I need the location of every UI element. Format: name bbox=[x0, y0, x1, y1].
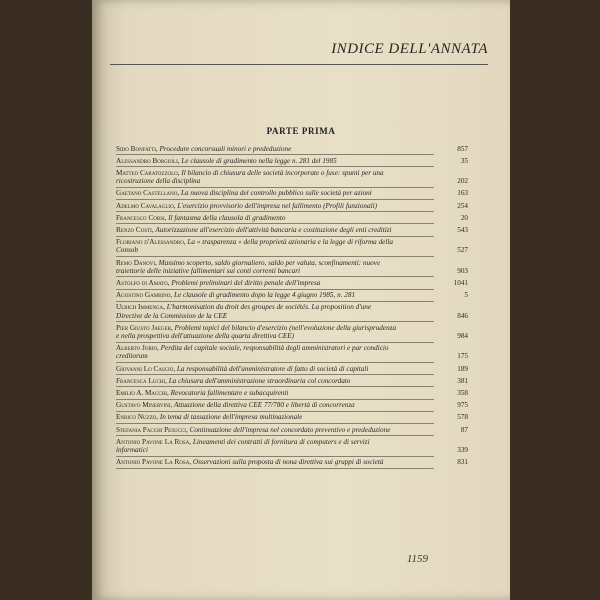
toc-entry bbox=[116, 424, 468, 436]
entry-page: 527 bbox=[457, 246, 468, 255]
entry-author: Antonio Pavone La Rosa, bbox=[116, 458, 192, 467]
entry-title: Continuazione dell'impresa nel concordato preventivo e prededuzione bbox=[189, 425, 391, 434]
entry-page: 984 bbox=[457, 331, 468, 340]
entry-author: Francesca Luchi, bbox=[116, 376, 167, 385]
running-header bbox=[110, 40, 488, 65]
toc-entry bbox=[116, 322, 468, 342]
toc-entry bbox=[116, 343, 468, 363]
toc-entry bbox=[116, 400, 468, 412]
entry-page: 358 bbox=[457, 388, 468, 397]
toc-entry bbox=[116, 375, 468, 387]
entry-title: Procedure concorsuali minori e prededuzione bbox=[159, 144, 292, 153]
entry-title: L'esercizio provvisorio dell'impresa nel fallimento (Profili funzionali) bbox=[177, 201, 377, 210]
entry-author: Alessandro Borgioli, bbox=[116, 156, 180, 165]
entry-page: 5 bbox=[464, 291, 468, 300]
entry-author: Francesco Corsi, bbox=[116, 213, 167, 222]
entry-page: 175 bbox=[457, 352, 468, 361]
entry-author: Gaetano Castellano, bbox=[116, 189, 180, 198]
entry-author: Adelmo Cavalaglio, bbox=[116, 201, 176, 210]
entry-author: Ulrich Immenga, bbox=[116, 303, 165, 312]
entry-title: Problemi preliminari del diritto penale dell'impresa bbox=[171, 278, 321, 287]
entry-title: In tema di tassazione dell'impresa multinazionale bbox=[159, 413, 303, 422]
toc-entry bbox=[116, 224, 468, 236]
toc-entry bbox=[116, 155, 468, 167]
entry-page: 35 bbox=[460, 156, 468, 165]
entry-page: 20 bbox=[460, 213, 468, 222]
entry-title: Le clausole di gradimento dopo la legge 4 giugno 1985, n. 281 bbox=[174, 291, 356, 300]
entry-title: Il bilancio di chiusura delle società incorporate o fuse: spunti per una ricostruzione della disciplina bbox=[116, 168, 384, 186]
entry-title: Perdita del capitale sociale, responsabilità degli amministratori e par condicio creditorum bbox=[116, 344, 389, 361]
entry-title: Massimo scoperto, saldo giornaliero, saldo per valuta, sconfinamenti: nuove traiettorie delle iniziative fallimentari sui conti correnti bancari bbox=[116, 258, 381, 275]
entry-author: Alberto Jorio, bbox=[116, 344, 159, 353]
page-number: 1159 bbox=[406, 553, 428, 565]
entry-author: Renzo Costi, bbox=[116, 225, 154, 234]
entry-author: Matteo Caratozzolo, bbox=[116, 168, 180, 177]
toc-entry bbox=[116, 257, 468, 277]
entry-page: 903 bbox=[457, 266, 468, 275]
entry-author: Floriano d'Alessandro, bbox=[116, 238, 186, 247]
toc-entry bbox=[116, 363, 468, 375]
entry-author: Remo Danovi, bbox=[116, 258, 157, 267]
entry-page: 381 bbox=[457, 376, 468, 385]
entry-author: Gustavo Minervini, bbox=[116, 401, 173, 410]
entry-page: 578 bbox=[457, 413, 468, 422]
entry-author: Sido Bonfatti, bbox=[116, 144, 158, 153]
entry-author: Enrico Nuzzo, bbox=[116, 413, 159, 422]
entry-author: Giovanni Lo Cascio, bbox=[116, 364, 176, 373]
entry-author: Stefania Pacchi Pesucci, bbox=[116, 425, 188, 434]
entry-page: 339 bbox=[457, 445, 468, 454]
entry-author: Agostino Gambino, bbox=[116, 291, 173, 300]
toc-entry bbox=[116, 302, 468, 322]
entry-page: 254 bbox=[457, 201, 468, 210]
entry-title: La « trasparenza » della proprietà azionaria e la legge di riforma della Consob bbox=[116, 238, 393, 255]
entry-title: La chiusura dell'amministrazione straordinaria col concordato bbox=[168, 376, 351, 385]
toc-entry bbox=[116, 290, 468, 302]
entry-title: Lineamenti dei contratti di fornitura di computers e di servizi informatici bbox=[116, 437, 370, 454]
toc-entry bbox=[116, 387, 468, 399]
entry-page: 87 bbox=[460, 425, 468, 434]
toc-entry bbox=[116, 412, 468, 424]
entry-page: 202 bbox=[457, 177, 468, 186]
section-title: PARTE PRIMA bbox=[266, 126, 336, 136]
toc-entry bbox=[116, 277, 468, 289]
toc-entry bbox=[116, 200, 468, 212]
entry-title: Autorizzazione all'esercizio dell'attività bancaria e costituzione degli enti creditizi bbox=[155, 225, 392, 234]
toc-entry bbox=[116, 167, 468, 187]
entry-page: 163 bbox=[457, 189, 468, 198]
entry-title: Il fantasma della clausola di gradimento bbox=[168, 213, 286, 222]
entry-author: Antonio Pavone La Rosa, bbox=[116, 437, 192, 446]
entry-page: 975 bbox=[457, 401, 468, 410]
entry-page: 189 bbox=[457, 364, 468, 373]
entry-page: 831 bbox=[457, 458, 468, 467]
header-title: INDICE DELL'ANNATA bbox=[331, 41, 488, 57]
entry-page: 846 bbox=[457, 311, 468, 320]
entry-author: Emilio A. Macchi, bbox=[116, 388, 169, 397]
entry-title: Attuazione della direttiva CEE 77/780 e libertà di concorrenza bbox=[174, 401, 355, 410]
entry-title: Revocatoria fallimentare e subacquirenti bbox=[170, 388, 289, 397]
toc-entry bbox=[116, 237, 468, 257]
entry-page: 1041 bbox=[453, 278, 468, 287]
entry-author: Astolfo di Amato, bbox=[116, 278, 170, 287]
book-page bbox=[92, 0, 510, 600]
entry-title: Le clausole di gradimento nella legge n. 281 del 1985 bbox=[181, 156, 337, 165]
toc-entry bbox=[116, 436, 468, 456]
entry-title: L'harmonisation du droit des groupes de sociétés. La proposition d'une Directive de la Commission de la CEE bbox=[116, 303, 372, 320]
entry-page: 857 bbox=[457, 144, 468, 153]
toc-entry bbox=[116, 212, 468, 224]
toc-entry bbox=[116, 457, 468, 469]
entry-title: Problemi topici del bilancio d'esercizio (nell'evoluzione della giurisprudenza e nella prospettiva dell'attuazione della quarta direttiva CEE) bbox=[116, 323, 397, 340]
table-of-contents bbox=[116, 143, 468, 469]
entry-title: La responsabilità dell'amministratore di fatto di società di capitali bbox=[176, 364, 369, 373]
entry-author: Pier Giusto Jaeger, bbox=[116, 323, 173, 332]
toc-entry bbox=[116, 188, 468, 200]
entry-page: 543 bbox=[457, 225, 468, 234]
toc-entry bbox=[116, 143, 468, 155]
entry-title: Osservazioni sulla proposta di nona direttiva sui gruppi di società bbox=[192, 458, 384, 467]
entry-title: La nuova disciplina del controllo pubblico sulle società per azioni bbox=[180, 189, 372, 198]
